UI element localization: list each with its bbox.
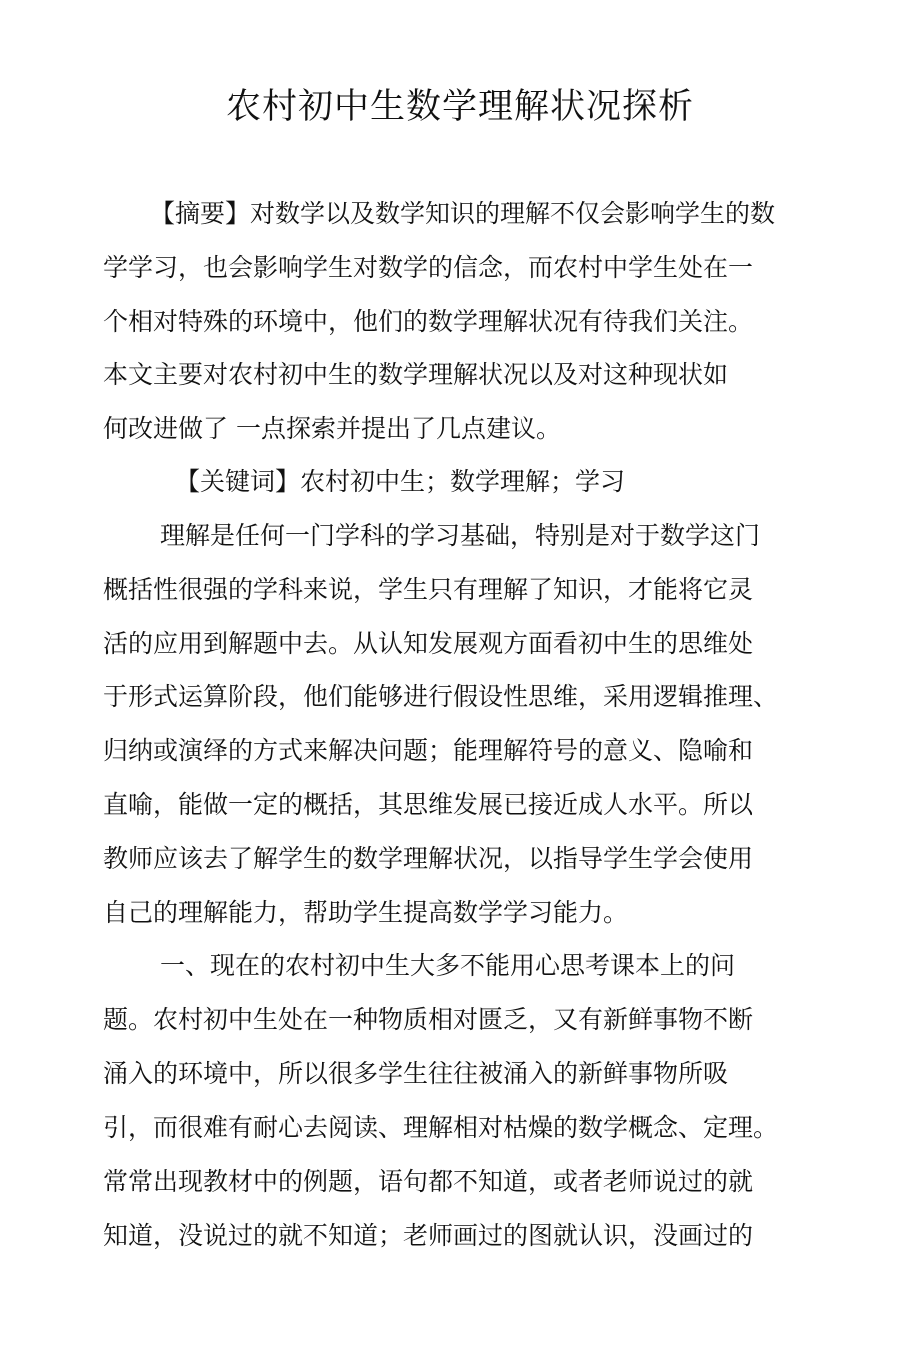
body-line-7: 教师应该去了解学生的数学理解状况，以指导学生学会使用 <box>103 844 754 873</box>
section-one-line-5: 常常出现教材中的例题，语句都不知道，或者老师说过的就 <box>103 1167 754 1196</box>
section-one-line-3: 涌入的环境中，所以很多学生往往被涌入的新鲜事物所吸 <box>103 1059 729 1088</box>
document-title: 农村初中生数学理解状况探析 <box>225 87 694 127</box>
body-line-4: 于形式运算阶段，他们能够进行假设性思维，采用逻辑推理、 <box>103 682 779 711</box>
abstract-line-3: 个相对特殊的环境中，他们的数学理解状况有待我们关注。 <box>103 307 754 336</box>
body-line-1: 理解是任何一门学科的学习基础，特别是对于数学这门 <box>160 521 761 550</box>
abstract-line-4: 本文主要对农村初中生的数学理解状况以及对这种现状如 <box>103 360 729 389</box>
section-one-line-2: 题。农村初中生处在一种物质相对匮乏，又有新鲜事物不断 <box>103 1005 754 1034</box>
abstract-line-2: 学学习，也会影响学生对数学的信念，而农村中学生处在一 <box>103 253 754 282</box>
section-one-line-1: 一、现在的农村初中生大多不能用心思考课本上的问 <box>160 951 736 980</box>
section-one-line-6: 知道，没说过的就不知道；老师画过的图就认识，没画过的 <box>103 1221 754 1250</box>
abstract-line-5: 何改进做了 一点探索并提出了几点建议。 <box>103 414 561 443</box>
body-line-6: 直喻，能做一定的概括，其思维发展已接近成人水平。所以 <box>103 790 754 819</box>
body-line-3: 活的应用到解题中去。从认知发展观方面看初中生的思维处 <box>103 629 754 658</box>
body-line-5: 归纳或演绎的方式来解决问题；能理解符号的意义、隐喻和 <box>103 736 754 765</box>
body-line-2: 概括性很强的学科来说，学生只有理解了知识，才能将它灵 <box>103 575 754 604</box>
body-line-8: 自己的理解能力，帮助学生提高数学学习能力。 <box>103 898 629 927</box>
keywords-line: 【关键词】农村初中生；数学理解；学习 <box>175 467 626 496</box>
section-one-line-4: 引，而很难有耐心去阅读、理解相对枯燥的数学概念、定理。 <box>103 1113 779 1142</box>
abstract-line-1: 【摘要】对数学以及数学知识的理解不仅会影响学生的数 <box>150 199 776 228</box>
